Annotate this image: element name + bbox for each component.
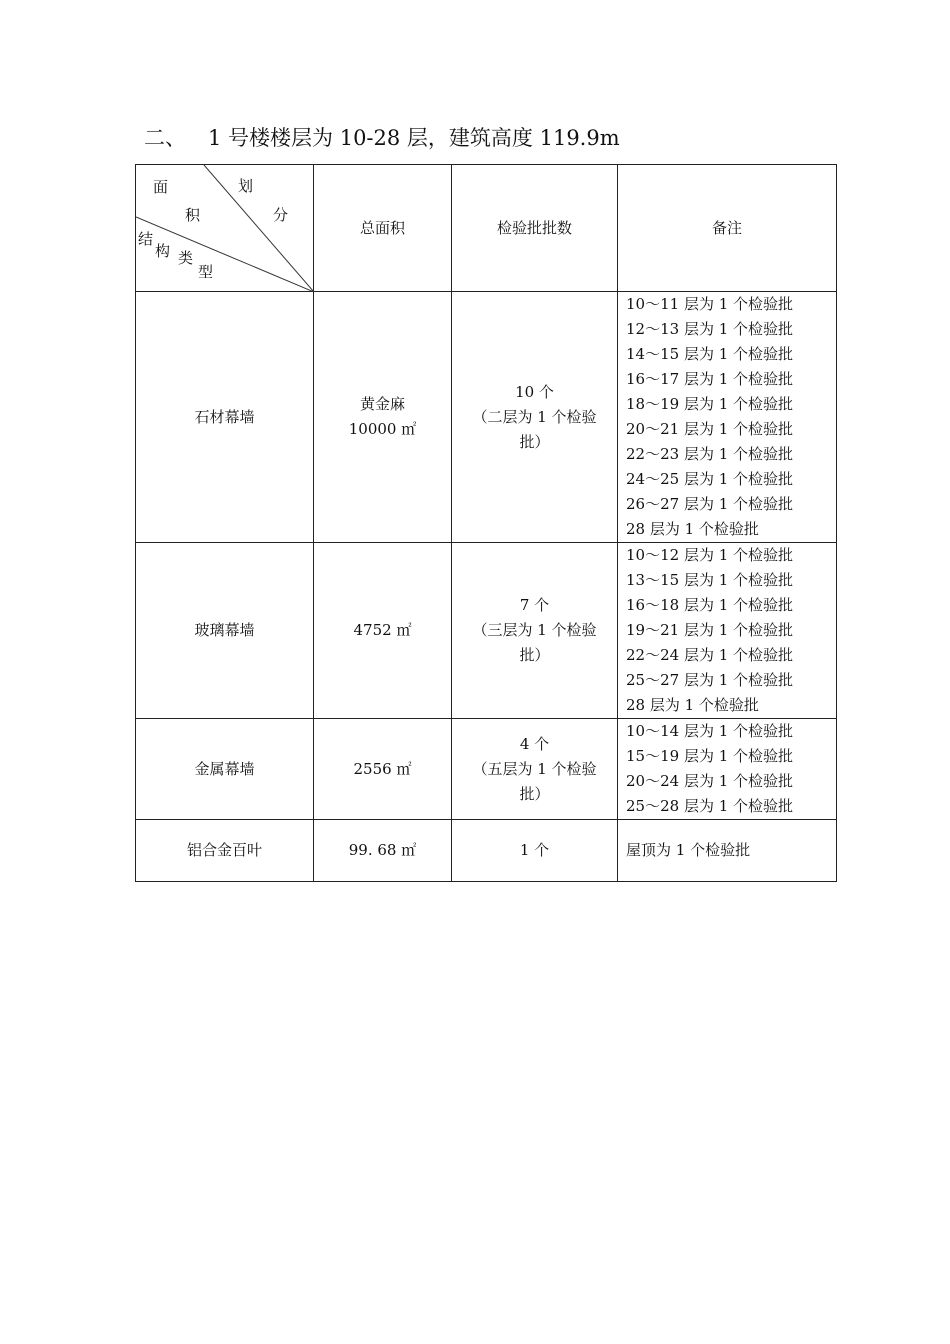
remark-line: 12～13 层为 1 个检验批 xyxy=(626,320,794,338)
remarks-cell xyxy=(618,543,837,719)
area-line: 4752 ㎡ xyxy=(353,621,412,639)
diag-label: 面 xyxy=(153,178,169,196)
structure-type-cell: 玻璃幕墙 xyxy=(136,543,314,719)
section-title: 1 号楼楼层为 10-28 层，建筑高度 119.9m xyxy=(208,126,620,150)
diag-label: 积 xyxy=(185,206,201,224)
remark-line: 25～27 层为 1 个检验批 xyxy=(626,671,794,689)
batch-count-cell xyxy=(452,719,618,820)
remark-line: 20～21 层为 1 个检验批 xyxy=(626,420,794,438)
section-heading xyxy=(144,122,620,152)
diagonal-header-cell xyxy=(136,165,314,292)
table-row xyxy=(136,820,837,882)
batch-line: （三层为 1 个检验 xyxy=(472,621,597,639)
remark-line: 26～27 层为 1 个检验批 xyxy=(626,495,794,513)
inspection-batch-table xyxy=(135,164,837,882)
batch-line: （五层为 1 个检验 xyxy=(472,759,597,778)
batch-line: （二层为 1 个检验 xyxy=(472,407,597,426)
diag-label: 构 xyxy=(155,242,171,260)
remarks-cell xyxy=(618,719,837,820)
area-cell xyxy=(314,719,452,820)
remark-line: 28 层为 1 个检验批 xyxy=(626,696,759,714)
section-number: 二、 xyxy=(144,126,186,150)
remark-line: 18～19 层为 1 个检验批 xyxy=(626,395,794,413)
remark-line: 22～23 层为 1 个检验批 xyxy=(626,445,794,463)
remark-line: 10～12 层为 1 个检验批 xyxy=(626,546,794,564)
batch-line: 7 个 xyxy=(519,596,550,614)
structure-type-cell: 铝合金百叶 xyxy=(136,820,314,882)
area-line: 10000 ㎡ xyxy=(348,420,417,438)
diag-label: 分 xyxy=(273,206,289,224)
column-header-batch-count: 检验批批数 xyxy=(452,165,618,292)
remark-line: 13～15 层为 1 个检验批 xyxy=(626,571,794,589)
remark-line: 28 层为 1 个检验批 xyxy=(626,520,759,538)
area-cell xyxy=(314,820,452,882)
batch-line: 4 个 xyxy=(519,734,550,753)
batch-count-cell xyxy=(452,820,618,882)
batch-line: 10 个 xyxy=(515,382,554,401)
area-cell xyxy=(314,543,452,719)
remark-line: 10～14 层为 1 个检验批 xyxy=(626,722,794,740)
table-row xyxy=(136,292,837,543)
remarks-cell xyxy=(618,820,837,882)
remark-line: 10～11 层为 1 个检验批 xyxy=(626,295,794,313)
batch-count-cell xyxy=(452,543,618,719)
remark-line: 19～21 层为 1 个检验批 xyxy=(626,621,794,639)
batch-line: 批） xyxy=(519,432,550,451)
remark-line: 20～24 层为 1 个检验批 xyxy=(626,772,794,790)
area-line: 2556 ㎡ xyxy=(353,759,412,778)
column-header-remarks: 备注 xyxy=(618,165,837,292)
remark-line: 15～19 层为 1 个检验批 xyxy=(626,747,794,765)
diag-label: 型 xyxy=(198,263,214,281)
diag-label: 结 xyxy=(138,230,154,248)
batch-line: 1 个 xyxy=(519,841,550,859)
batch-count-cell xyxy=(452,292,618,543)
batch-line: 批） xyxy=(519,784,550,803)
table-row xyxy=(136,719,837,820)
table-header-row xyxy=(136,165,837,292)
structure-type-cell: 石材幕墙 xyxy=(136,292,314,543)
remark-line: 16～17 层为 1 个检验批 xyxy=(626,370,794,388)
diag-label: 划 xyxy=(238,177,254,195)
area-line: 黄金麻 xyxy=(359,395,405,413)
remark-line: 16～18 层为 1 个检验批 xyxy=(626,596,794,614)
remark-line: 22～24 层为 1 个检验批 xyxy=(626,646,794,664)
remark-line: 14～15 层为 1 个检验批 xyxy=(626,345,794,363)
diag-label: 类 xyxy=(178,249,194,267)
remark-line: 25～28 层为 1 个检验批 xyxy=(626,797,794,815)
batch-line: 批） xyxy=(519,646,550,664)
column-header-total-area: 总面积 xyxy=(314,165,452,292)
area-cell xyxy=(314,292,452,543)
area-line: 99. 68 ㎡ xyxy=(348,841,417,859)
structure-type-cell: 金属幕墙 xyxy=(136,719,314,820)
remarks-cell xyxy=(618,292,837,543)
remark-line: 屋顶为 1 个检验批 xyxy=(626,841,751,859)
table-row xyxy=(136,543,837,719)
remark-line: 24～25 层为 1 个检验批 xyxy=(626,470,794,488)
